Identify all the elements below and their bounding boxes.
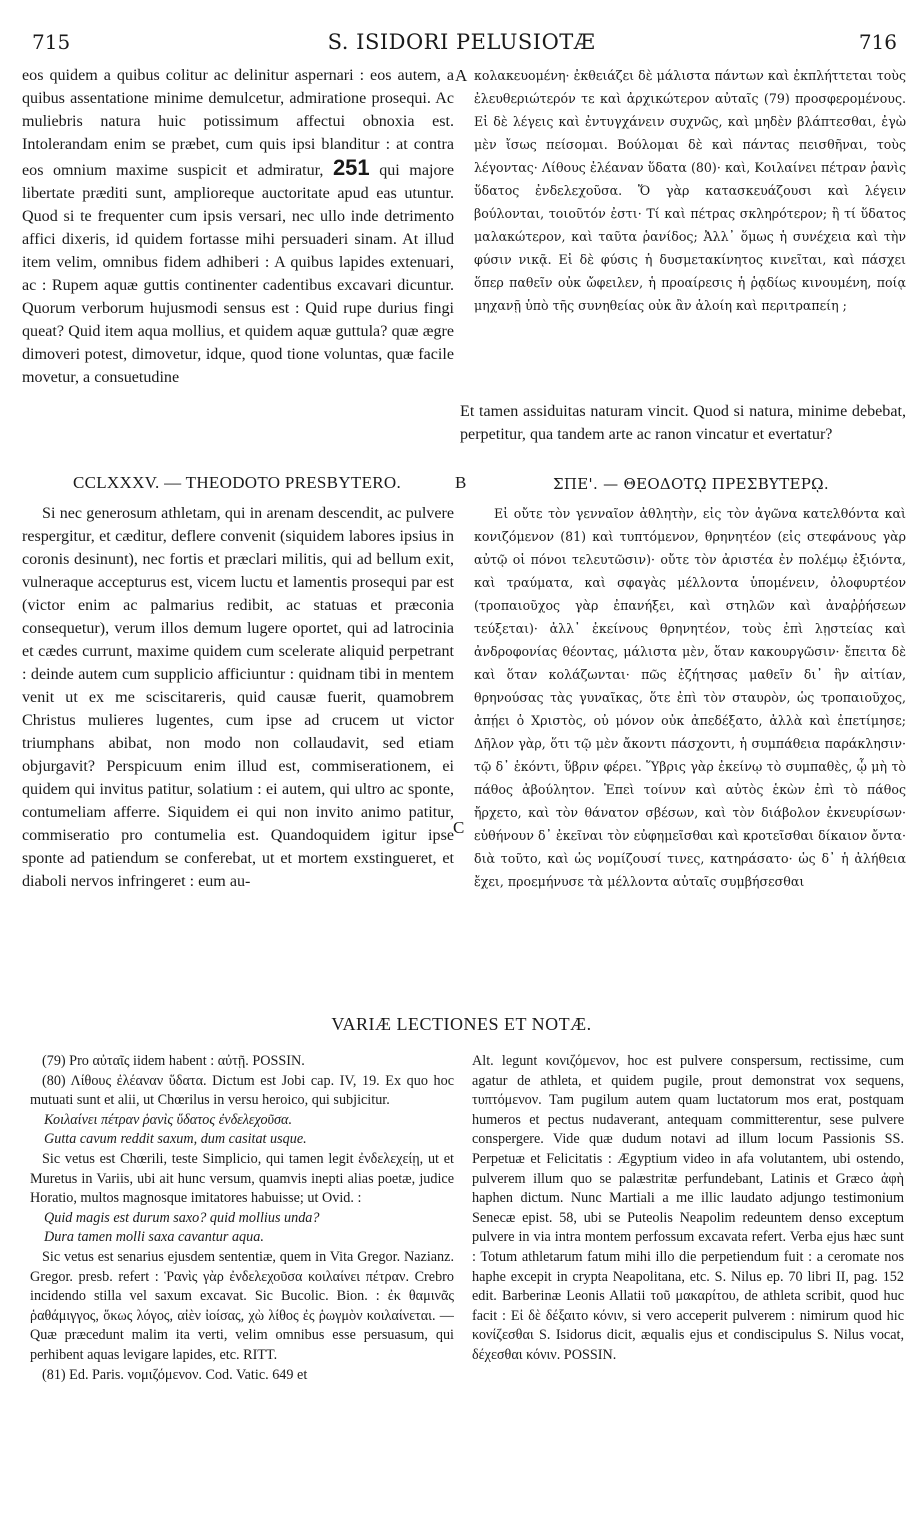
letter-heading-greek: ΣΠΕ'. — ΘΕΟΔΟΤῼ ΠΡΕΣΒΥΤΕΡῼ.	[553, 475, 829, 493]
notes-title: VARIÆ LECTIONES ET NOTÆ.	[331, 1014, 592, 1034]
note-81: (81) Ed. Paris. νομιζόμενον. Cod. Vatic. 649 et	[42, 1366, 308, 1383]
note-verse-ovid-1: Quid magis est durum saxo? quid mollius unda?	[44, 1209, 320, 1226]
running-title: S. ISIDORI PELUSIOTÆ	[327, 30, 596, 54]
latin-column-upper	[22, 64, 454, 464]
latin-tail-text: Et tamen assiduitas naturam vincit. Quod si natura, minime debebat, perpetitur, qua tandem arte ac ranon vincatur et evertatur?	[460, 403, 906, 443]
note-verse-greek: Κοιλαίνει πέτραν ῥανὶς ὕδατος ἐνδελεχοῦσα.	[44, 1111, 293, 1128]
note-80-end: Sic vetus est senarius ejusdem sententiæ, quem in Vita Gregor. Nazianz. Gregor. presb. refert : Ῥανὶς γὰρ ἐνδελεχοῦσα κοιλαίνει πέτραν. Crebro incidendo stilla vel saxum excavat. Sic Bucolic. Bion. : ἐκ θαμινᾶς ῥαθάμιγγος, ὅκως λόγος, αἰὲν ἰοίσας, χὼ λίθος ἐς ῥωγμὸν κοιλαίνεται. — Quæ præcedunt malim ita verti, velim omnibus esse persuasum, qui perhibent aquas levigare lapides, etc. RITT.	[30, 1248, 454, 1363]
greek-column-letter	[474, 502, 906, 1000]
latin-upper-text: eos quidem a quibus colitur ac delinitur aspernari : eos autem, a quibus assentatione minime demulcetur, admiratione prosequi. Ac muliebris natura huic potissimum affectui obnoxia est. Intolerandam enim se præbet, cum quis ipsi blanditur : at contra eos omnium maxime suspicit et admiratur,	[22, 67, 454, 179]
margin-marker-c: C	[453, 818, 465, 837]
greek-letter-text: Εἰ οὔτε τὸν γενναῖον ἀθλητὴν, εἰς τὸν ἀγῶνα κατελθόντα καὶ κονιζόμενον (81) καὶ τυπτόμενον, θρηνητέον (εἰς στεφάνους γὰρ αὐτῷ οἱ πόνοι τελευτῶσιν)· οὔτε τὸν ἀριστέα ἐν πολέμῳ ἐξιόντα, καὶ τραύματα, καὶ σφαγὰς μέλλοντα ὑπομένειν, ὀλοφυρτέον (τροπαιοῦχος γὰρ ἐπανήξει, καὶ στηλῶν καὶ ἀναῤῥήσεων τεύξεται)· ἀλλ᾽ ἐκείνους θρηνητέον, τοὺς ἐπὶ λῃστείας καὶ ἀνδροφονίας θέοντας, μάλιστα μὲν, ὅταν κακουργῶσιν· ἔπειτα δὲ καὶ ὅταν κολάζωνται· πῶς ἐζήτησας μαθεῖν δι᾽ ἣν αἰτίαν, θρηνούσας τὰς γυναῖκας, ὅτε ἐπὶ τὸν σταυρὸν, ὡς τροπαιοῦχος, ἀπῄει ὁ Χριστὸς, οὐ μόνον οὐκ ἀπεδέξατο, ἀλλὰ καὶ ἐπετίμησε; Δῆλον γὰρ, ὅτι τῷ μὲν ἄκοντι πάσχοντι, ἡ συμπάθεια παράκλησιν· τῷ δ᾽ ἑκόντι, ὕβριν φέρει. Ὕβρις γὰρ ἐκείνῳ τὸ συμπαθὲς, ᾧ μὴ τὸ πάθος ἀβούλητον. Ἐπεὶ τοίνυν καὶ αὐτὸς ἑκὼν ἐπὶ τὸ πάθος ἤρχετο, καὶ τὸν θάνατον σβέσων, καὶ τὸν διάβολον ἐκνευρίσων· εὐθήνουν δ᾽ ἐκεῖναι τὸν εὐφημεῖσθαι καὶ κροτεῖσθαι δίκαιον ὄντα· διὰ τοῦτο, καὶ ὡς νομίζουσί τινες, κατηράσατο· ὡς δ᾽ ἡ ἀλήθεια ἔχει, προεμήνυσε τὰ μέλλοντα αὐταῖς συμβήσεσθαι	[474, 506, 906, 889]
notes-column-left	[30, 1052, 454, 1530]
note-80: (80) Λίθους ἐλέαναν ὕδατα. Dictum est Jobi cap. IV, 19. Ex quo hoc mutuati sunt et alii, ut Chœrilus in versu heroico, qui subjicitur.	[30, 1072, 454, 1109]
notes-column-right	[472, 1052, 904, 1530]
note-80-cont: Sic vetus est Chœrili, teste Simplicio, qui tamen legit ἐνδελεχείῃ, ut et Muretus in Variis, ubi ait hunc versum, quamvis inepti alias poetæ, judice Horatio, multos magnosque imitatores habuisse; ut Ovid. :	[30, 1150, 454, 1207]
note-verse-ovid-2: Dura tamen molli saxa cavantur aqua.	[44, 1229, 264, 1246]
margin-marker-a: A	[455, 66, 468, 85]
page-number-right: 716	[858, 30, 897, 54]
latin-letter-text: Si nec generosum athletam, qui in arenam descendit, ac pulvere respergitur, et cæditur, deflere convenit (siquidem labores ipsius in coronis desinunt), nec fortis et præclari militis, qui ad bellum exit, vulneraque accepturus est, vicem luctu et lamentis prosequi par est (victor enim ac palmarius redibit, ac statuas et præconia consequetur), verum illos demum lugere oportet, qui ad latrocinia et cædes currunt, maxime quidem cum scelerate aliquid perpetrant : deinde autem cum supplicio afficiuntur : quidnam tibi in mentem venit ut ex me sciscitareris, quid causæ fuerit, quamobrem Christus mulieres lugentes, cum ipse ad crucem ut victor triumphans abibat, non modo non collaudavit, sed etiam objurgavit? Perspicuum enim illud est, commiserationem, ei quidem qui invitus patitur, solatium : ei autem, qui ultro ac sponte, contumeliam afferre. Siquidem ei qui non invito animo patitur, commiseratio pro contumelia est. Quandoquidem igitur ipse sponte ad patiendum se conferebat, ut et mortem exstingueret, et diaboli nervos infringeret : eum au-	[22, 505, 454, 890]
column-number: 251	[332, 155, 370, 180]
note-81-cont: Alt. legunt κονιζόμενον, hoc est pulvere conspersum, rectissime, cum agatur de athleta, et quidem pugile, prout demonstrat vox sequens, τυπτόμενον. Tam pugilum autem quam luctatorum mos erat, postquam humeros et pectus nudaverant, antequam committerentur, sese pulvere conspergere. Vide quæ dudum notavi ad illum locum Passionis SS. Perpetuæ et Felicitatis : Ægyptium video in afa volutantem, ubi ostendo, pulverem illum quo se palæstritæ perfundebant, Latinis et Græco ἀφὴ haphen dictum. Nunc Martiali a me illic laudato adjungo testimonium Senecæ epist. 58, ubi se Puteolis Neapolim redeuntem denso exceptum pulvere in via intra montem perfossum excavata refert. Verba ejus hæc sunt : Totum athletarum fatum mihi illo die perpetiendum fuit : a ceromate nos haphe excepit in crypta Neapolitana, etc. S. Nilus ep. 70 libri II, pag. 152 edit. Barberinæ Leonis Allatii τοῦ μακαρίτου, de athleta scribit, quod huc facit : Εἰ δὲ δέξαιτο κόνιν, si vero acceperit pulverem : nimirum quod hic κονίζεσθαι S. Isidorus dicit, æqualis ejus et condiscipulus S. Nilus vocat, δέχεσθαι κόνιν. POSSIN.	[472, 1053, 904, 1363]
running-header	[14, 30, 909, 60]
page-number-left: 715	[32, 30, 71, 54]
latin-tail-right	[460, 400, 906, 466]
latin-upper-text-cont: qui majore libertate præditi sunt, amplioreque auctoritate apud eas utuntur. Quod si te frequenter cum ipsis versari, nec ullo inde detrimento affici dixeris, id quidem fortasse mihi persuaderi sinam. At illud item velim, omnibus fidem adhiberi : A quibus lapides extenuari, ac : Rupem aquæ guttis continenter cadentibus excavari dicuntur. Quorum verborum hujusmodi sensus est : Quid rupe durius fingi queat? Quid item aqua mollius, et quidem aquæ guttula? quæ ægre dimoveri potest, dimovetur, idque, quod tione voluntas, quæ facile movetur, a consuetudine	[22, 162, 454, 386]
greek-column-upper	[474, 64, 906, 394]
margin-marker-b: B	[455, 473, 467, 492]
letter-heading-latin: CCLXXXV. — THEODOTO PRESBYTERO.	[72, 473, 402, 492]
latin-column-letter	[22, 502, 454, 1000]
note-verse-latin: Gutta cavum reddit saxum, dum casitat usque.	[44, 1131, 307, 1148]
greek-upper-text: κολακευομένη· ἐκθειάζει δὲ μάλιστα πάντων καὶ ἐκπλήττεται τοὺς ἐλευθεριώτερόν τε καὶ ἀρχικώτερον αὐταῖς (79) προσφερομένους. Εἰ δὲ λέγεις καὶ ἐντυγχάνειν συχνῶς, καὶ μηδὲν βλάπτεσθαι, ἐγὼ μὲν ἴσως πείσομαι. Βούλομαι δὲ καὶ πάντας πεισθῆναι, τοὺς λέγοντας· Λίθους ἐλέαναν ὕδατα (80)· καὶ, Κοιλαίνει πέτραν ῥανὶς ὕδατος ἐνδελεχοῦσα. Ὅ γὰρ κατασκευάζουσι καὶ λέγειν βούλονται, τοιοῦτόν ἐστι· Τί καὶ πέτρας σκληρότερον; ἢ τί ὕδατος μαλακώτερον, καὶ ταῦτα ῥανίδος; Ἀλλ᾽ ὅμως ἡ συνέχεια καὶ τὴν φύσιν νικᾷ. Εἰ δὲ φύσις ἡ δυσμετακίνητος κινεῖται, καὶ πάσχει ὅπερ παθεῖν οὐκ ὤφειλεν, ἡ προαίρεσις ἡ ῥᾳδίως κινουμένη, ποίᾳ μηχανῇ ὑπὸ τῆς συνηθείας οὐκ ἂν ἁλοίη καὶ περιτραπείη ;	[474, 68, 906, 313]
note-79: (79) Pro αὐταῖς iidem habent : αὐτῇ. POSSIN.	[42, 1053, 305, 1069]
